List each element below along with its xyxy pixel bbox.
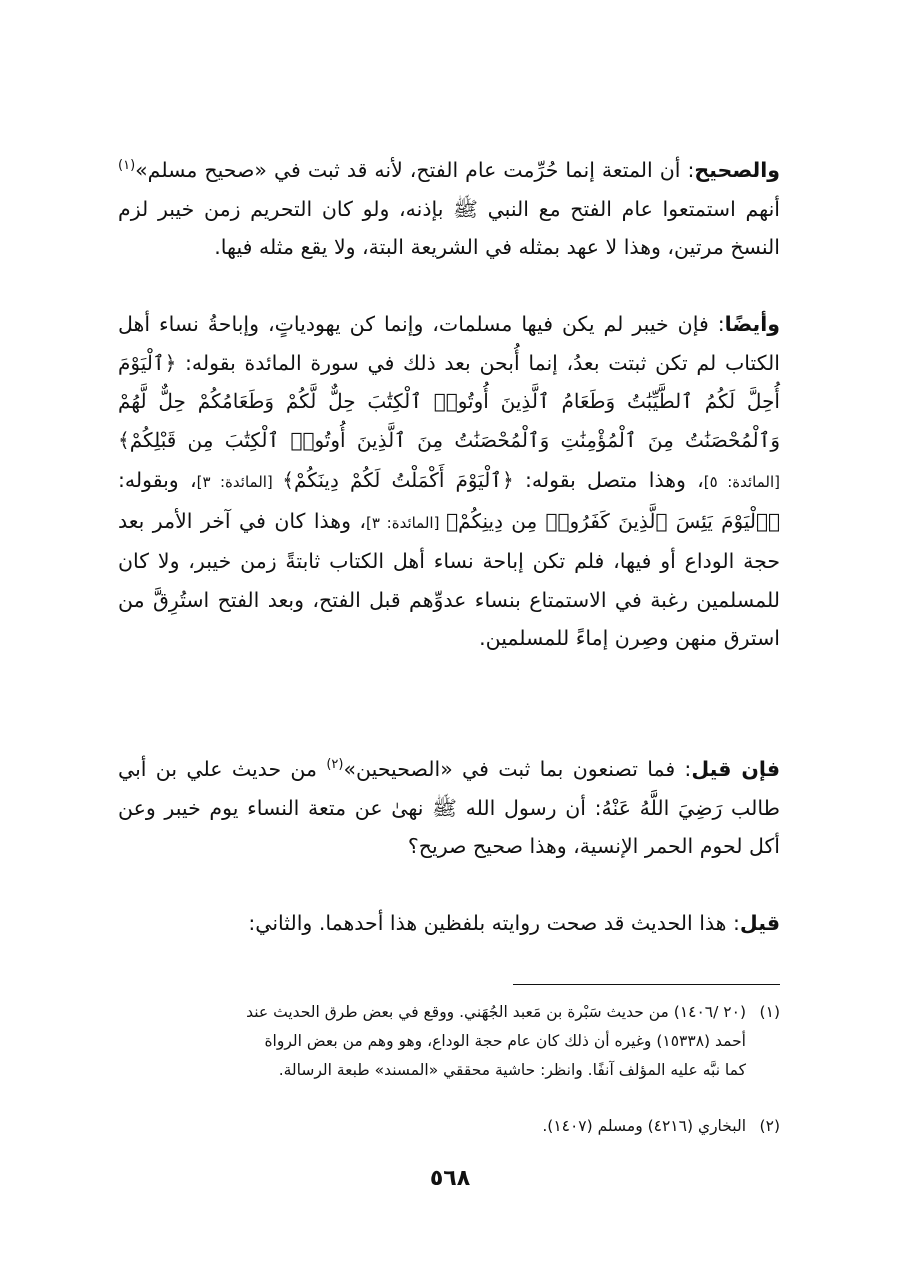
paragraph-sahih — [118, 151, 780, 267]
paragraph-objection — [118, 750, 780, 866]
paragraph-lead: وأيضًا — [724, 312, 780, 336]
footnote-number: (٢) — [759, 1117, 780, 1135]
footnote-2 — [118, 1112, 780, 1141]
paragraph-aydan — [118, 305, 780, 658]
footnote-ref[interactable]: (١) — [118, 158, 136, 174]
paragraph-lead: والصحيح — [694, 158, 780, 182]
paragraph-text: : فما تصنعون بما ثبت في «الصحيحين» — [343, 757, 692, 781]
quran-verse: ﴿ٱلْيَوْمَ يَئِسَ ٱلَّذِينَ كَفَرُوا۟ مِن دِينِكُمْ﴾ — [446, 508, 780, 533]
footnote-divider — [513, 984, 780, 985]
quran-verse: ﴿ٱلْيَوْمَ أُحِلَّ لَكُمُ ٱلطَّيِّبَٰتُ وَطَعَامُ ٱلَّذِينَ أُوتُوا۟ ٱلْكِتَٰبَ حِلٌّ لَّكُمْ وَطَعَامُكُمْ حِلٌّ لَّهُمْ وَٱلْمُحْصَنَٰتُ مِنَ ٱلْمُؤْمِنَٰتِ وَٱلْمُحْصَنَٰتُ مِنَ ٱلَّذِينَ أُوتُوا۟ ٱلْكِتَٰبَ مِن قَبْلِكُمْ﴾ — [118, 350, 780, 452]
footnote-number: (١) — [759, 1003, 780, 1021]
paragraph-lead: قيل — [739, 911, 780, 935]
paragraph-text: ، وبقوله: — [118, 468, 197, 492]
paragraph-answer — [118, 904, 780, 943]
footnote-text: البخاري (٤٢١٦) ومسلم (١٤٠٧). — [542, 1117, 746, 1135]
footnote-text: كما نبَّه عليه المؤلف آنفًا. وانظر: حاشية محققي «المسند» طبعة الرسالة. — [278, 1061, 746, 1079]
footnote-ref[interactable]: (٢) — [326, 757, 344, 773]
footnote-text: (٢٠ /١٤٠٦) من حديث سَبْرة بن مَعبد الجُهَني. ووقع في بعض طرق الحديث عند — [246, 1003, 746, 1021]
verse-citation: [المائدة: ٥] — [703, 473, 780, 491]
quran-verse: ﴿ٱلْيَوْمَ أَكْمَلْتُ لَكُمْ دِينَكُمْ﴾ — [282, 468, 514, 492]
paragraph-text: : فإن خيبر لم يكن فيها مسلمات، وإنما كن يهودياتٍ، وإباحةُ نساء أهل الكتاب لم تكن ثبتت بعدُ، إنما أُبحن بعد ذلك في سورة المائدة بقوله: — [118, 312, 780, 375]
verse-citation: [المائدة: ٣] — [196, 473, 283, 491]
footnote-text: أحمد (١٥٣٣٨) وغيره أن ذلك كان عام حجة الوداع، وهو وهم من بعض الرواة — [264, 1032, 746, 1050]
paragraph-text: ، وهذا متصل بقوله: — [513, 468, 704, 492]
page-number: ٥٦٨ — [429, 1166, 471, 1191]
paragraph-text: : هذا الحديث قد صحت روايته بلفظين هذا أحدهما. والثاني: — [248, 911, 740, 935]
verse-citation: [المائدة: ٣] — [366, 513, 447, 532]
paragraph-text: ، وهذا كان في آخر الأمر بعد حجة الوداع أو فيها، فلم تكن إباحة نساء أهل الكتاب ثابتةً زمن خيبر، ولا كان للمسلمين رغبة في الاستمتاع بنساء عدوِّهم قبل الفتح، وبعد الفتح استُرِقَّ من استرق منهن وصِرن إماءً للمسلمين. — [118, 508, 780, 650]
paragraph-text: : أن المتعة إنما حُرِّمت عام الفتح، لأنه قد ثبت في «صحيح مسلم» — [135, 158, 695, 182]
paragraph-lead: فإن قيل — [691, 757, 781, 781]
paragraph-text: من حديث علي بن أبي طالب رَضِيَ اللَّهُ عَنْهُ: أن رسول الله ﷺ نهىٰ عن متعة النساء يوم خيبر وعن أكل لحوم الحمر الإنسية، وهذا صحيح صريح؟ — [118, 757, 780, 858]
footnote-1 — [118, 998, 780, 1085]
paragraph-text: أنهم استمتعوا عام الفتح مع النبي ﷺ بإذنه، ولو كان التحريم زمن خيبر لزم النسخ مرتين، وهذا لا عهد بمثله في الشريعة البتة، ولا يقع مثله فيها. — [118, 196, 780, 259]
